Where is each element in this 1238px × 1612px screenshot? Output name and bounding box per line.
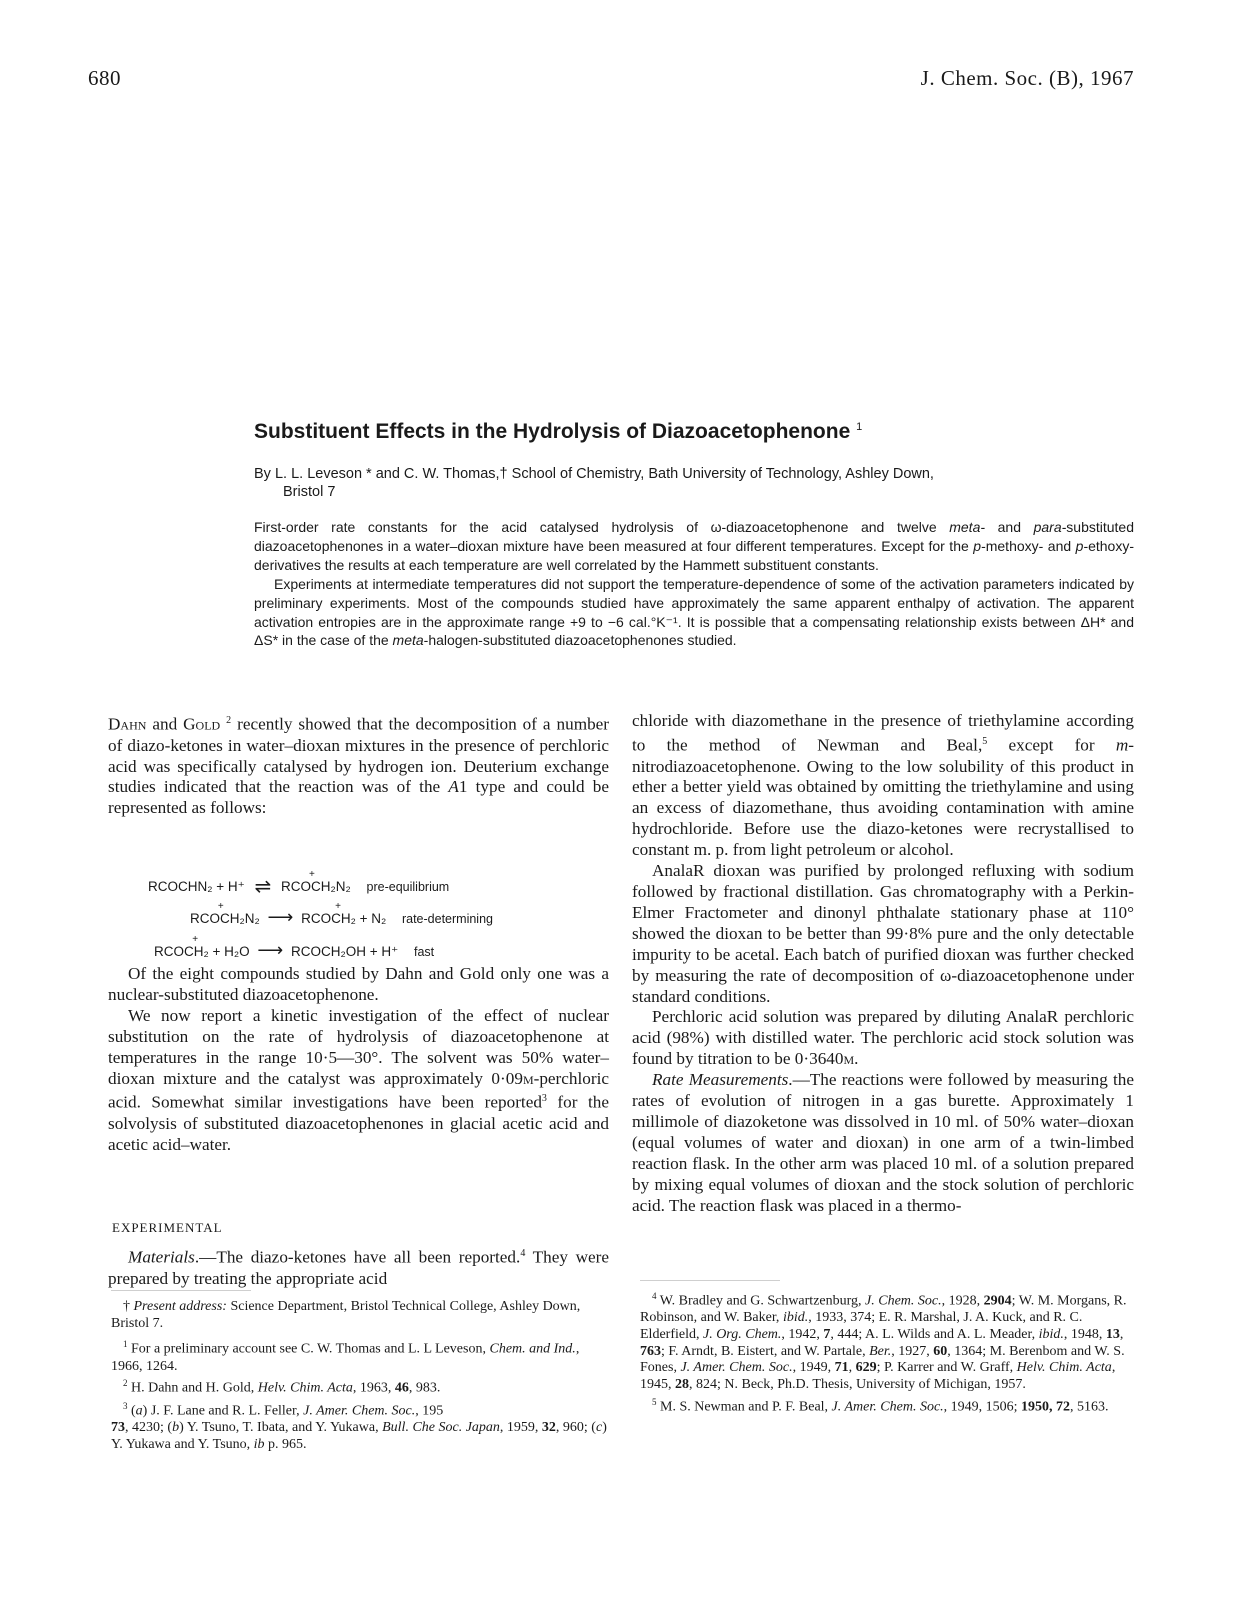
footnote-text: , 1928, (941, 1293, 984, 1309)
subsection-label: Rate Measurements (652, 1070, 789, 1090)
abstract-italic: meta- (949, 519, 986, 535)
abstract-text: -methoxy- and (981, 537, 1076, 554)
volume-number: 73 (111, 1420, 125, 1436)
footnote-text: M. S. Newman and P. F. Beal, (656, 1399, 832, 1415)
footnote-text: , 983. (408, 1381, 441, 1397)
journal-name: Ber. (869, 1343, 892, 1359)
footnote-text: ) Y. Tsuno, T. Ibata, and Y. Yukawa, (179, 1420, 383, 1436)
left-column-continued (108, 964, 609, 1156)
footnote-number: 1 (123, 1339, 128, 1350)
footnote-italic: b (172, 1420, 180, 1436)
body-text: except for (987, 735, 1116, 755)
journal-name: J. Amer. Chem. Soc. (303, 1403, 416, 1419)
volume-number: 763 (640, 1343, 661, 1359)
footnote-text: , 1933, 374; E. R. Marshal, J. A. Kuck, and R. C. Elderfield, (640, 1310, 1083, 1343)
left-column (108, 711, 609, 819)
volume-number: 46 (394, 1381, 409, 1397)
equation-lhs: RCOCHN₂ + H⁺ (148, 879, 245, 894)
footnote-divider (640, 1280, 780, 1281)
footnote-5 (640, 1394, 1134, 1416)
footnote-text: , 1966, 1264. (111, 1342, 580, 1374)
reference-mark: 3 (541, 1093, 547, 1105)
footnote-4 (640, 1288, 1134, 1394)
footnote-text: , (1119, 1327, 1124, 1343)
forward-arrow: ⟶ (257, 940, 284, 960)
abstract-text: Experiments at intermediate temperatures did not support the temperature-dependence of some of the activation parameters indicated by preliminary experiments. Most of the compounds studied have approximately the same apparent enthalpy of activation. The apparent activation entropies are in the approximate range +9 to −6 cal.°K⁻¹. It is possible that a compensating relationship exists between ΔH* and ΔS* in the case of the (254, 575, 1134, 649)
volume-number: 629 (855, 1360, 877, 1376)
subsection-label: Materials (128, 1247, 195, 1267)
body-text: .—The reactions were followed by measuring the rates of evolution of nitrogen in a gas burette. Approximately 1 millimole of diazoketone was dissolved in 10 ml. of 50% water–dioxan (equal volumes of water and dioxan) in one arm of a twin-limbed reaction flask. In the other arm was placed 10 ml. of a solution prepared by mixing equal volumes of dioxan and the stock solution of perchloric acid. The reaction flask was placed in a thermo- (632, 1070, 1134, 1215)
equation-rhs: RCOCH₂OH + H⁺ (290, 944, 399, 959)
section-heading: EXPERIMENTAL (112, 1220, 223, 1235)
volume-number: 7 (823, 1327, 831, 1343)
footnote-text: H. Dahn and H. Gold, (127, 1381, 258, 1397)
step-label: rate-determining (401, 912, 493, 926)
footnote-text: , 1963, (352, 1381, 395, 1397)
body-text: chloride with diazomethane in the presence of triethylamine according to the method of Newman and Beal, (632, 711, 1134, 755)
journal-name: Bull. Che Soc. Japan (382, 1420, 500, 1436)
intro-paragraph (108, 711, 609, 819)
body-text: -perchloric acid. Somewhat similar investigations have been reported (108, 1068, 609, 1113)
footnote-text: , 1949, (792, 1360, 835, 1376)
journal-citation: J. Chem. Soc. (B), 1967 (920, 66, 1134, 90)
mechanism-number: 1 (458, 777, 468, 797)
footnote-text: , 1364; M. Berenbom and W. S. Fones, (640, 1343, 1125, 1376)
footnote-number: 2 (123, 1378, 128, 1389)
volume-number: 2904 (983, 1293, 1012, 1309)
footnote-text: , 1948, (1063, 1327, 1106, 1343)
step-label: pre-equilibrium (366, 880, 450, 894)
volume-number: 71 (834, 1360, 849, 1376)
mechanism-label: A (448, 777, 459, 797)
reference-mark: 4 (520, 1248, 526, 1259)
footnote-italic: a (135, 1403, 143, 1419)
footnote-text: , 195 (415, 1403, 444, 1419)
reference-mark: 5 (982, 735, 988, 747)
volume-number: 1950, (1021, 1399, 1057, 1415)
body-text: recently showed that the decomposition of a number of diazo-ketones in water–dioxan mixtures in the presence of perchloric acid was specifically catalysed by hydrogen ion. Deuterium exchange studies indicated that the reaction was of the (108, 714, 610, 797)
abstract-text: First-order rate constants for the acid catalysed hydrolysis of ω-diazoacetophenone and twelve (254, 519, 950, 535)
body-italic: m (1115, 735, 1129, 755)
footnotes-right (640, 1288, 1134, 1416)
journal-name: J. Org. Chem. (702, 1327, 782, 1343)
footnote-label: Present address: (133, 1299, 227, 1314)
footnote-text: , 1927, (891, 1343, 934, 1359)
footnote-text: , 444; A. L. Wilds and A. L. Meader, (830, 1327, 1039, 1343)
footnote-text: For a preliminary account see C. W. Thomas and L. L Leveson, (127, 1342, 490, 1358)
article-title (254, 420, 1154, 444)
forward-arrow: ⟶ (267, 907, 294, 927)
title-text: Substituent Effects in the Hydrolysis of Diazoacetophenone (254, 420, 851, 443)
footnotes-left (111, 1299, 609, 1454)
page-number: 680 (88, 66, 121, 90)
footnote-text: ; F. Arndt, B. Eistert, and W. Partale, (661, 1343, 870, 1359)
byline (254, 465, 1134, 501)
materials-paragraph (108, 1244, 609, 1290)
dagger-mark: † (123, 1299, 130, 1314)
molarity-unit: m (522, 1068, 534, 1088)
reaction-equation-2 (190, 907, 493, 928)
abstract-paragraph-2 (254, 575, 1134, 651)
abstract-italic: p (1075, 537, 1084, 554)
equilibrium-arrow: ⇌ (254, 876, 272, 898)
body-text: Perchloric acid solution was prepared by diluting AnalaR perchloric acid (98%) with distilled water. The perchloric acid stock solution was found by titration to be 0·3640 (632, 1007, 1134, 1069)
author-name: Gold (183, 714, 221, 734)
volume-number: 60 (933, 1343, 948, 1359)
abstract-paragraph-1 (254, 518, 1134, 575)
journal-name: J. Chem. Soc. (865, 1293, 942, 1309)
paragraph-rate-measurements (632, 1070, 1134, 1216)
footnote-text: , 5163. (1070, 1399, 1109, 1415)
volume-number: 13 (1105, 1327, 1120, 1343)
body-text: type and could be represented as follows: (108, 777, 609, 818)
title-reference: 1 (856, 421, 863, 433)
paragraph-eight-compounds: Of the eight compounds studied by Dahn and Gold only one was a nuclear-substituted diazoacetophenone. (108, 964, 609, 1004)
abstract (254, 518, 1134, 650)
footnote-italic: ibid. (782, 1310, 809, 1326)
footnote-text: , 1945, (640, 1360, 1116, 1393)
footnote-text: , 4230; ( (125, 1420, 173, 1436)
footnote-number: 5 (652, 1396, 657, 1407)
footnote-number: 4 (652, 1291, 657, 1301)
right-column (632, 711, 1134, 1216)
footnote-text: ; P. Karrer and W. Graff, (876, 1360, 1017, 1376)
abstract-text: and (985, 519, 1034, 535)
body-text: -nitrodiazoacetophenone. Owing to the low solubility of this product in ether a better yield was obtained by omitting the triethylamine and using an excess of diazomethane, thus avoiding contamination with amine hydrochloride. Before use the diazo-ketones were recrystallised to constant m. p. from light petroleum or alcohol. (632, 735, 1134, 860)
footnote-text: p. 965. (264, 1436, 307, 1452)
volume-number: 72 (1056, 1399, 1071, 1415)
volume-number: 28 (675, 1377, 689, 1393)
reaction-equation-1 (148, 874, 449, 899)
reference-mark: 2 (226, 715, 232, 726)
equation-rhs: + RCOCH₂N₂ (281, 879, 351, 894)
journal-name: Helv. Chim. Acta (257, 1381, 353, 1397)
footnote-text: , 824; N. Beck, Ph.D. Thesis, University of Michigan, 1957. (689, 1377, 1026, 1393)
abstract-text: -ethoxy-derivatives the results at each temperature are well correlated by the Hammett substituent constants. (254, 537, 1135, 573)
equation-lhs: + RCOCH₂N₂ (190, 911, 260, 926)
body-text: . (854, 1049, 859, 1069)
footnote-text: Science Department, Bristol Technical College, Ashley Down, Bristol 7. (111, 1299, 581, 1331)
equation-rhs: + RCOCH₂ + N₂ (301, 911, 386, 926)
footnote-divider (111, 1290, 251, 1291)
step-label: fast (413, 945, 435, 959)
paragraph-perchloric (632, 1007, 1134, 1070)
equation-lhs: + RCOCH₂ + H₂O (154, 944, 250, 959)
abstract-italic: para- (1033, 519, 1067, 535)
footnote-text: ( (127, 1403, 136, 1419)
body-text: They were prepared by treating the appropriate acid (108, 1247, 610, 1288)
footnote-text: , 1942, (781, 1327, 824, 1343)
journal-name: Chem. and Ind. (489, 1342, 576, 1358)
body-text: .—The diazo-ketones have all been reported. (194, 1247, 521, 1267)
body-text: We now report a kinetic investigation of the effect of nuclear substitution on the rate of hydrolysis of diazoacetophenone at temperatures in the range 10·5—30°. The solvent was 50% water–dioxan mixture and the catalyst was approximately 0·09 (108, 1005, 609, 1088)
abstract-italic: meta (392, 632, 424, 649)
byline-line-2: Bristol 7 (283, 484, 336, 500)
byline-line-1: By L. L. Leveson * and C. W. Thomas,† School of Chemistry, Bath University of Technology, Ashley Down, (254, 466, 934, 482)
abstract-italic: p (973, 537, 982, 554)
body-text: for the solvolysis of substituted diazoacetophenones in glacial acetic acid and acetic acid–water. (108, 1093, 609, 1154)
paragraph-kinetic-investigation (108, 1006, 609, 1156)
footnote-3 (111, 1398, 609, 1454)
journal-name: J. Amer. Chem. Soc. (680, 1360, 793, 1376)
materials-text (108, 1244, 609, 1290)
journal-name: Helv. Chim. Acta (1016, 1360, 1112, 1376)
footnote-1 (111, 1336, 609, 1375)
footnote-2 (111, 1375, 609, 1397)
footnote-text: ) J. F. Lane and R. L. Feller, (142, 1403, 304, 1419)
footnote-present-address (111, 1299, 609, 1332)
journal-name: J. Amer. Chem. Soc. (831, 1399, 944, 1415)
footnote-italic: c (595, 1420, 603, 1436)
footnote-text: , 1949, 1506; (943, 1399, 1022, 1415)
footnote-italic: ibid. (1038, 1327, 1064, 1343)
footnote-text: , (848, 1360, 856, 1376)
molarity-unit: m (843, 1049, 855, 1069)
footnote-number: 3 (123, 1400, 128, 1411)
footnote-text: , 1959, (499, 1420, 542, 1436)
footnote-text: W. Bradley and G. Schwartzenburg, (656, 1293, 866, 1309)
paragraph-dioxan: AnalaR dioxan was purified by prolonged refluxing with sodium followed by fractional distillation. Gas chromatography with a Perkin-Elmer Fractometer and dinonyl phthalate stationary phase at 110° showed the dioxan to be better than 99·8% pure and the only detectable impurity to be acetal. Each batch of purified dioxan was further checked by measuring the rate of decomposition of ω-diazoacetophenone under standard conditions. (632, 861, 1134, 1006)
reaction-scheme (148, 858, 618, 958)
abstract-text: -halogen-substituted diazoacetophenones studied. (423, 632, 737, 649)
footnote-italic: ib (253, 1436, 265, 1452)
footnote-text: ; W. M. Morgans, R. Robinson, and W. Baker, (640, 1293, 1127, 1326)
reaction-equation-3 (154, 940, 434, 961)
abstract-text: substituted diazoacetophenones in a water–dioxan mixture have been measured at four different temperatures. Except for the (254, 519, 1134, 554)
footnote-text: ) Y. Yukawa and Y. Tsuno, (111, 1420, 607, 1452)
paragraph-preparation (632, 711, 1134, 861)
volume-number: 32 (541, 1420, 556, 1436)
body-text: and (146, 714, 184, 734)
footnote-text: , 960; ( (555, 1420, 596, 1436)
author-name: Dahn (108, 714, 147, 734)
